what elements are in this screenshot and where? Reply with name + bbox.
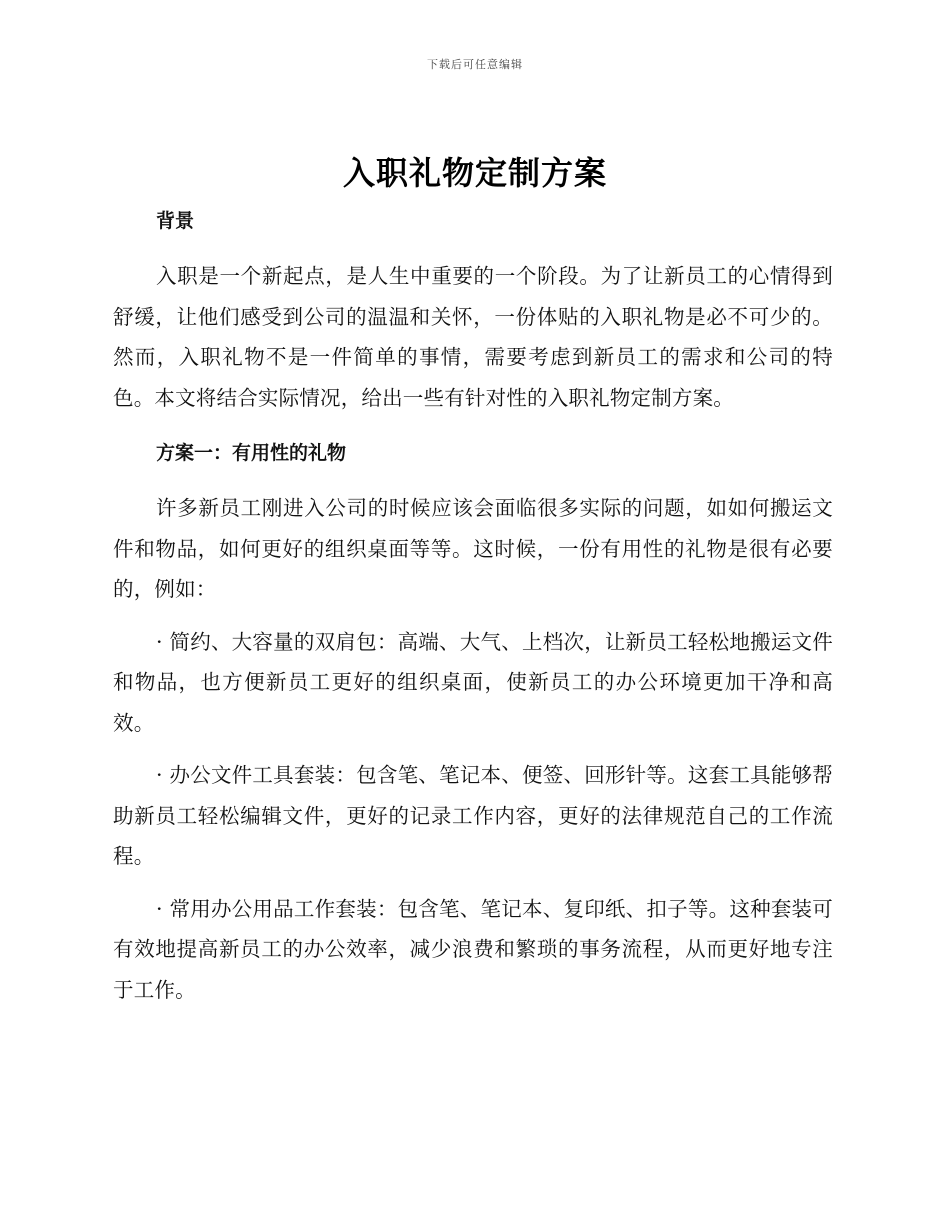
document-title: 入职礼物定制方案 — [342, 154, 607, 192]
paragraph: 入职是一个新起点，是人生中重要的一个阶段。为了让新员工的心情得到舒缓，让他们感受到公司的温温和关怀，一份体贴的入职礼物是必不可少的。然而，入职礼物不是一件简单的事情，需要考虑到新员工的需求和公司的特色。本文将结合实际情况，给出一些有针对性的入职礼物定制方案。 — [113, 264, 833, 410]
section-heading-plan-one: 方案一：有用性的礼物 — [156, 442, 347, 464]
section-heading-background: 背景 — [156, 210, 195, 232]
document-body — [113, 204, 833, 1010]
header-note: 下载后可任意编辑 — [427, 58, 523, 71]
bullet-item-office-tools: · 办公文件工具套装：包含笔、笔记本、便签、回形针等。这套工具能够帮助新员工轻松编辑文件，更好的记录工作内容，更好的法律规范自己的工作流程。 — [113, 763, 833, 868]
bullet-item-backpack: · 简约、大容量的双肩包：高端、大气、上档次，让新员工轻松地搬运文件和物品，也方便新员工更好的组织桌面，使新员工的办公环境更加干净和高效。 — [113, 629, 833, 735]
bullet-item-office-supplies: · 常用办公用品工作套装：包含笔、笔记本、复印纸、扣子等。这种套装可有效地提高新员工的办公效率，减少浪费和繁琐的事务流程，从而更好地专注于工作。 — [113, 896, 833, 1002]
paragraph: 许多新员工刚进入公司的时候应该会面临很多实际的问题，如如何搬运文件和物品，如何更好的组织桌面等等。这时候，一份有用性的礼物是很有必要的，例如： — [113, 496, 833, 601]
